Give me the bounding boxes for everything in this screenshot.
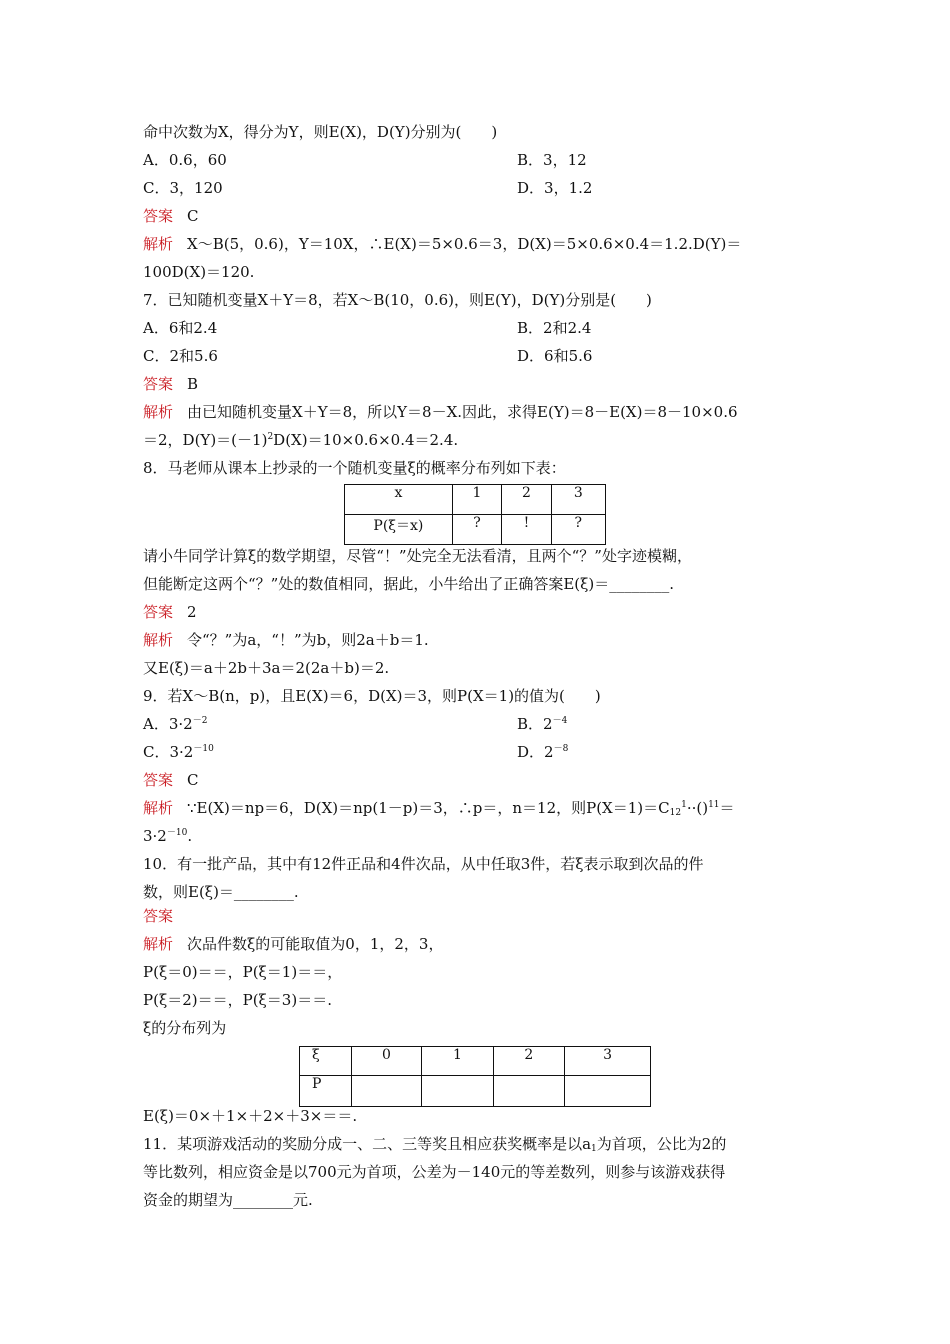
table-cell: x bbox=[345, 485, 453, 515]
q8-analysis bbox=[143, 630, 429, 650]
answer-value: C bbox=[187, 771, 199, 789]
table-header-row bbox=[300, 1047, 651, 1076]
q7-option-d: D．6和5.6 bbox=[517, 347, 593, 365]
q9-option-a: A．$3\cdot 2^{-2}$ bbox=[143, 715, 208, 733]
table-cell: 1 bbox=[452, 485, 501, 515]
q11-stem-3: 资金的期望为________元. bbox=[143, 1191, 313, 1209]
answer-value: 2 bbox=[187, 603, 197, 621]
table-cell bbox=[351, 1076, 421, 1107]
q11-stem-1: 11．某项游戏活动的奖励分成一、二、三等奖且相应获奖概率是以$a_1$为首项，公比为2的 bbox=[143, 1135, 727, 1154]
table-cell: 0 bbox=[351, 1047, 421, 1076]
table-cell: 2 bbox=[493, 1047, 564, 1076]
table-cell bbox=[493, 1076, 564, 1107]
q7-option-a: A．6和2.4 bbox=[143, 319, 218, 337]
q8-stem: 8．马老师从课本上抄录的一个随机变量ξ的概率分布列如下表： bbox=[143, 459, 566, 477]
table-row bbox=[300, 1076, 651, 1107]
analysis-label: 解析 bbox=[143, 799, 174, 817]
answer-label: 答案 bbox=[143, 375, 174, 393]
q9-analysis: 解析 ∵E(X)＝np＝6，D(X)＝np(1－p)＝3，∴p＝，n＝12，则$P(X=1)=C_{12}^1\cdot\cdot()^{11}=$ bbox=[143, 799, 735, 818]
analysis-text: 由已知随机变量X＋Y＝8，所以Y＝8－X.因此，求得E(Y)＝8－E(X)＝8－10×0.6 bbox=[187, 403, 738, 421]
q6-option-b: B．3，12 bbox=[517, 151, 587, 169]
q9-option-b: B．$2^{-4}$ bbox=[517, 715, 568, 733]
answer-label: 答案 bbox=[143, 603, 174, 621]
q10-stem-1: 10．有一批产品，其中有12件正品和4件次品，从中任取3件，若ξ表示取到次品的件 bbox=[143, 855, 704, 873]
answer-value: B bbox=[187, 375, 199, 393]
analysis-label: 解析 bbox=[143, 235, 174, 253]
analysis-text: X～B(5，0.6)，Y＝10X，∴E(X)＝5×0.6＝3，D(X)＝5×0.6×0.4＝1.2.D(Y)＝ bbox=[187, 235, 742, 253]
q7-option-c: C．2和5.6 bbox=[143, 347, 218, 365]
q8-analysis-line-2: 又E(ξ)＝a＋2b＋3a＝2(2a＋b)＝2. bbox=[143, 659, 390, 677]
q6-option-d: D．3，1.2 bbox=[517, 179, 593, 197]
table-cell: P(ξ＝x) bbox=[345, 515, 453, 545]
q9-option-d: D．$2^{-8}$ bbox=[517, 743, 569, 761]
q10-analysis-line-2: P(ξ＝0)＝＝，P(ξ＝1)＝＝， bbox=[143, 963, 343, 981]
analysis-label: 解析 bbox=[143, 935, 174, 953]
answer-label: 答案 bbox=[143, 771, 174, 789]
q8-text-2: 但能断定这两个“？”处的数值相同，据此，小牛给出了正确答案E(ξ)＝________. bbox=[143, 575, 675, 593]
q6-answer bbox=[143, 206, 199, 226]
answer-label: 答案 bbox=[143, 207, 174, 225]
q6-analysis-line-2: 100D(X)＝120. bbox=[143, 263, 255, 281]
q6-analysis bbox=[143, 234, 741, 254]
table-cell: 1 bbox=[422, 1047, 493, 1076]
q8-text-1: 请小牛同学计算ξ的数学期望，尽管“！”处完全无法看清，且两个“？”处字迹模糊， bbox=[143, 547, 692, 565]
q7-analysis bbox=[143, 402, 738, 422]
table-cell bbox=[565, 1076, 651, 1107]
q9-stem: 9．若X～B(n，p)，且E(X)＝6，D(X)＝3，则P(X＝1)的值为( ) bbox=[143, 687, 601, 705]
q10-analysis-line-3: P(ξ＝2)＝＝，P(ξ＝3)＝＝. bbox=[143, 991, 332, 1009]
q9-analysis-line-2: $3\cdot 2^{-10}$. bbox=[143, 827, 193, 845]
table-cell: ξ bbox=[300, 1047, 352, 1076]
table-cell: 2 bbox=[502, 485, 551, 515]
q7-stem: 7．已知随机变量X＋Y＝8，若X～B(10，0.6)，则E(Y)，D(Y)分别是( ) bbox=[143, 291, 652, 309]
table-row bbox=[345, 515, 606, 545]
q6-option-a: A．0.6，60 bbox=[143, 151, 227, 169]
q10-distribution-table bbox=[299, 1046, 651, 1107]
q10-answer-label: 答案 bbox=[143, 907, 174, 925]
q8-answer bbox=[143, 602, 197, 622]
table-cell: 3 bbox=[551, 485, 605, 515]
analysis-text: 令“？”为a，“！”为b，则2a＋b＝1. bbox=[187, 631, 429, 649]
q10-expectation: E(ξ)＝0×＋1×＋2×＋3×＝＝. bbox=[143, 1107, 358, 1125]
table-cell: 3 bbox=[565, 1047, 651, 1076]
table-header-row bbox=[345, 485, 606, 515]
q6-stem: 命中次数为X，得分为Y，则E(X)，D(Y)分别为( ) bbox=[143, 123, 498, 141]
q9-option-c: C．$3\cdot 2^{-10}$ bbox=[143, 743, 214, 761]
q10-analysis-line-4: ξ的分布列为 bbox=[143, 1019, 227, 1037]
analysis-label: 解析 bbox=[143, 403, 174, 421]
q7-analysis-line-2: ＝2，$D(Y)=(-1)^2D(X)=10\times 0.6\times 0.4=2.4$. bbox=[143, 431, 459, 449]
table-cell bbox=[422, 1076, 493, 1107]
table-cell: ? bbox=[452, 515, 501, 545]
q6-option-c: C．3，120 bbox=[143, 179, 223, 197]
q8-distribution-table bbox=[344, 484, 606, 545]
analysis-label: 解析 bbox=[143, 631, 174, 649]
analysis-text: 次品件数ξ的可能取值为0，1，2，3， bbox=[187, 935, 444, 953]
answer-value: C bbox=[187, 207, 199, 225]
q7-option-b: B．2和2.4 bbox=[517, 319, 592, 337]
table-cell: ! bbox=[502, 515, 551, 545]
q10-stem-2: 数，则E(ξ)＝________. bbox=[143, 883, 299, 901]
q10-analysis bbox=[143, 934, 443, 954]
table-cell: ? bbox=[551, 515, 605, 545]
q11-stem-2: 等比数列，相应资金是以700元为首项，公差为－140元的等差数列，则参与该游戏获得 bbox=[143, 1163, 726, 1181]
q7-answer bbox=[143, 374, 198, 394]
q9-answer bbox=[143, 770, 199, 790]
table-cell: P bbox=[300, 1076, 352, 1107]
